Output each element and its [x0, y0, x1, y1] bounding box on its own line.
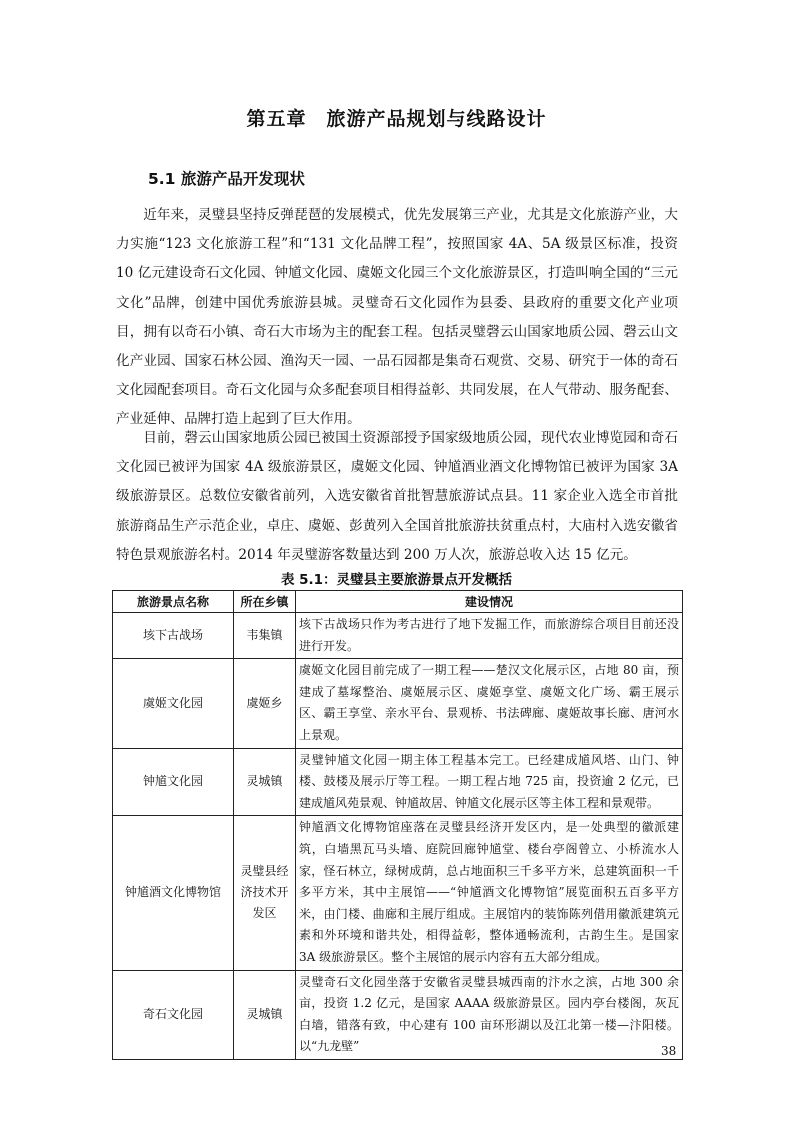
column-header-name: 旅游景点名称: [113, 591, 234, 613]
table-row: [113, 816, 683, 970]
attraction-town: 韦集镇: [234, 613, 296, 659]
attraction-town: 灵城镇: [234, 748, 296, 816]
table-row: [113, 970, 683, 1059]
attractions-table: [112, 590, 683, 1060]
attraction-town: 灵璧县经济技术开发区: [234, 816, 296, 970]
attraction-name: 钟馗酒文化博物馆: [113, 816, 234, 970]
attraction-status: 灵璧钟馗文化园一期主体工程基本完工。已经建成馗风塔、山门、钟楼、鼓楼及展示厅等工程。一期工程占地 725 亩，投资逾 2 亿元，已建成馗风苑景观、钟馗故居、钟馗文化展示区等主体工程和景观带。: [296, 748, 683, 816]
attraction-status: 垓下古战场只作为考古进行了地下发掘工作，而旅游综合项目目前还没进行开发。: [296, 613, 683, 659]
table-header-row: [113, 591, 683, 613]
body-paragraph: 目前，磬云山国家地质公园已被国土资源部授予国家级地质公园，现代农业博览园和奇石文化园已被评为国家 4A 级旅游景区，虞姬文化园、钟馗酒业酒文化博物馆已被评为国家 3A 级旅游景区。总数位安徽省前列，入选安徽省首批智慧旅游试点县。11 家企业入选全市首批旅游商品生产示范企业，卓庄、虞姬、彭黄列入全国首批旅游扶贫重点村，大庙村入选安徽省特色景观旅游名村。2014 年灵璧游客数量达到 200 万人次，旅游总收入达 15 亿元。: [116, 430, 678, 563]
attraction-name: 垓下古战场: [113, 613, 234, 659]
page-number: 38: [661, 1044, 677, 1058]
attraction-status: 灵璧奇石文化园坐落于安徽省灵璧县城西南的汴水之滨，占地 300 余亩，投资 1.2 亿元，是国家 AAAA 级旅游景区。园内亭台楼阁，灰瓦白墙，错落有致，中心建有 100 亩环形湖以及江北第一楼—汴阳楼。以“九龙壁”: [296, 970, 683, 1059]
attraction-name: 钟馗文化园: [113, 748, 234, 816]
attraction-town: 虞姬乡: [234, 659, 296, 748]
section-heading: 5.1 旅游产品开发现状: [148, 170, 305, 188]
table-row: [113, 659, 683, 748]
attraction-town: 灵城镇: [234, 970, 296, 1059]
attraction-name: 奇石文化园: [113, 970, 234, 1059]
column-header-town: 所在乡镇: [234, 591, 296, 613]
chapter-title: 第五章 旅游产品规划与线路设计: [246, 108, 547, 130]
column-header-status: 建设情况: [296, 591, 683, 613]
body-paragraph: 近年来，灵璧县坚持反弹琵琶的发展模式，优先发展第三产业，尤其是文化旅游产业，大力实施“123 文化旅游工程”和“131 文化品牌工程”，按照国家 4A、5A 级景区标准，投资 10 亿元建设奇石文化园、钟馗文化园、虞姬文化园三个文化旅游景区，打造叫响全国的“三元文化”品牌，创建中国优秀旅游县城。灵璧奇石文化园作为县委、县政府的重要文化产业项目，拥有以奇石小镇、奇石大市场为主的配套工程。包括灵璧磬云山国家地质公园、磬云山文化产业园、国家石林公园、渔沟天一园、一品石园都是集奇石观赏、交易、研究于一体的奇石文化园配套项目。奇石文化园与众多配套项目相得益彰、共同发展，在人气带动、服务配套、产业延伸、品牌打造上起到了巨大作用。: [116, 207, 678, 428]
table-caption: 表 5.1：灵璧县主要旅游景点开发概括: [280, 572, 513, 588]
table-row: [113, 748, 683, 816]
attraction-status: 钟馗酒文化博物馆座落在灵璧县经济开发区内，是一处典型的徽派建筑，白墙黑瓦马头墙、庭院回廊钟馗堂、楼台亭阁曾立、小桥流水人家，怪石林立，绿树成荫，总占地面积三千多平方米，总建筑面积一千多平方米，其中主展馆——“钟馗酒文化博物馆”展览面积五百多平方米，由门楼、曲廊和主展厅组成。主展馆内的装饰陈列借用徽派建筑元素和外环境和谐共处，相得益彰，整体通畅流利，古韵生生。是国家 3A 级旅游景区。整个主展馆的展示内容有五大部分组成。: [296, 816, 683, 970]
attraction-name: 虞姬文化园: [113, 659, 234, 748]
attraction-status: 虞姬文化园目前完成了一期工程——楚汉文化展示区，占地 80 亩，预建成了墓塚整治、虞姬展示区、虞姬享堂、虞姬文化广场、霸王展示区、霸王享堂、亲水平台、景观桥、书法碑廊、虞姬故事长廊、唐河水上景观。: [296, 659, 683, 748]
table-row: [113, 613, 683, 659]
